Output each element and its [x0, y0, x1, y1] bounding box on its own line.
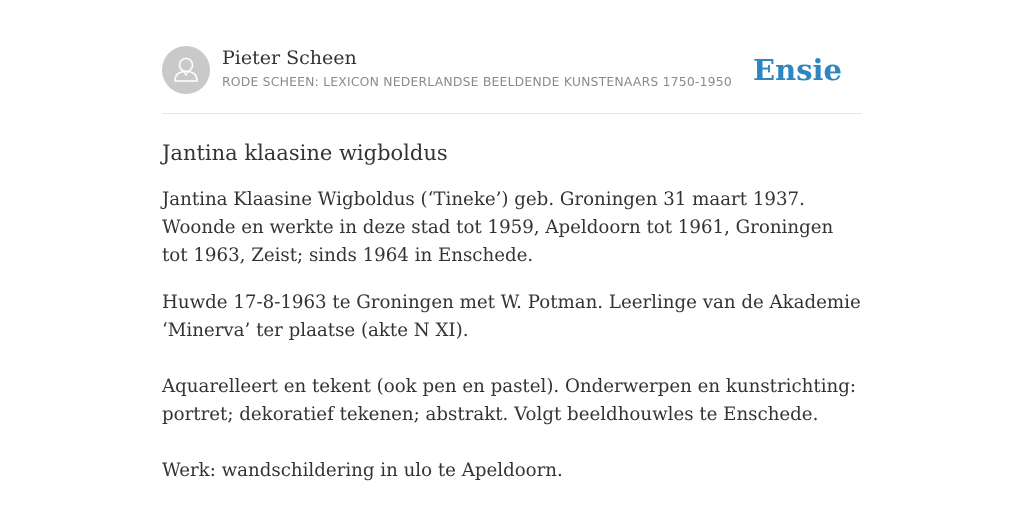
avatar[interactable]	[162, 46, 210, 94]
article-paragraph: Jantina Klaasine Wigboldus (‘Tineke’) geb. Groningen 31 maart 1937. Woonde en werkte in deze stad tot 1959, Apeldoorn tot 1961, Groningen tot 1963, Zeist; sinds 1964 in Enschede.	[162, 189, 834, 266]
article-header	[162, 46, 862, 96]
source-title[interactable]: RODE SCHEEN: LEXICON NEDERLANDSE BEELDENDE KUNSTENAARS 1750-1950	[222, 74, 732, 89]
author-name[interactable]: Pieter Scheen	[222, 47, 357, 69]
header-divider	[162, 113, 862, 114]
brand-logo[interactable]: Ensie	[753, 53, 842, 87]
article-title: Jantina klaasine wigboldus	[162, 141, 448, 165]
article-body	[162, 138, 864, 504]
user-icon	[162, 46, 210, 94]
article-paragraph: Huwde 17-8-1963 te Groningen met W. Potman. Leerlinge van de Akademie ‘Minerva’ ter plaatse (akte N XI). Aquarelleert en tekent (ook pen en pastel). Onderwerpen en kunstrichting: portret; dekoratief tekenen; abstrakt. Volgt beeldhouwles te Enschede. Werk: wandschildering in ulo te Apeldoorn.	[162, 292, 861, 481]
